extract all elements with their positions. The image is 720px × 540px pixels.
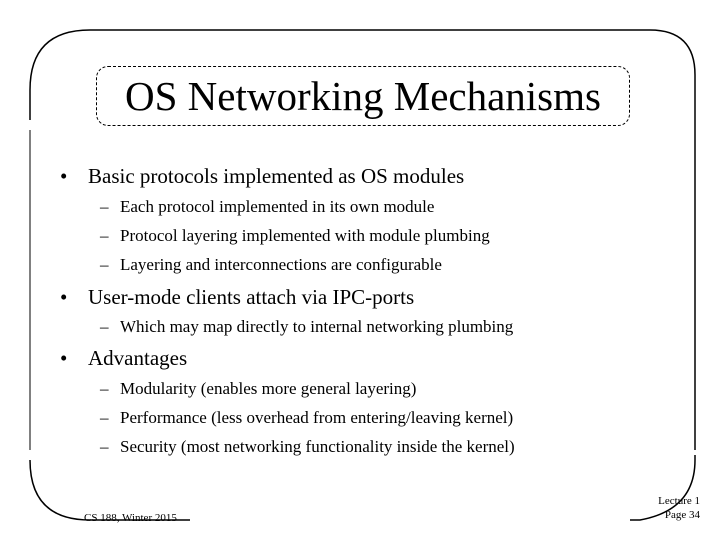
sub-bullet-text: Protocol layering implemented with module plumbing bbox=[120, 226, 490, 245]
sub-bullet-symbol: – bbox=[100, 408, 109, 427]
footer-page-info bbox=[652, 494, 700, 522]
bullet-1 bbox=[60, 164, 464, 189]
bullet-2 bbox=[60, 285, 414, 310]
footer-page-number: Page 34 bbox=[664, 509, 700, 521]
sub-bullet-text: Modularity (enables more general layering) bbox=[120, 379, 417, 398]
bullet-text: Basic protocols implemented as OS modules bbox=[88, 164, 465, 188]
sub-bullet-symbol: – bbox=[100, 379, 109, 398]
bullet-text: User-mode clients attach via IPC-ports bbox=[88, 285, 415, 309]
bullet-symbol: • bbox=[60, 346, 68, 370]
sub-bullet-1-2 bbox=[100, 226, 490, 246]
sub-bullet-text: Performance (less overhead from entering/leaving kernel) bbox=[120, 408, 514, 427]
slide-title: OS Networking Mechanisms bbox=[124, 72, 601, 119]
sub-bullet-symbol: – bbox=[100, 226, 109, 245]
footer-course: CS 188, Winter 2015 bbox=[84, 512, 177, 524]
sub-bullet-text: Layering and interconnections are configurable bbox=[120, 255, 442, 274]
footer-lecture: Lecture 1 bbox=[658, 495, 700, 507]
sub-bullet-text: Each protocol implemented in its own module bbox=[120, 197, 435, 216]
bullet-symbol: • bbox=[60, 164, 68, 188]
sub-bullet-text: Security (most networking functionality inside the kernel) bbox=[120, 437, 515, 456]
sub-bullet-symbol: – bbox=[100, 197, 109, 216]
sub-bullet-1-1 bbox=[100, 197, 434, 217]
bullet-text: Advantages bbox=[88, 346, 188, 370]
sub-bullet-2-1 bbox=[100, 317, 513, 337]
bullet-3 bbox=[60, 346, 187, 371]
sub-bullet-text: Which may map directly to internal networking plumbing bbox=[120, 317, 514, 336]
sub-bullet-3-3 bbox=[100, 437, 515, 457]
bullet-symbol: • bbox=[60, 285, 68, 309]
sub-bullet-symbol: – bbox=[100, 255, 109, 274]
sub-bullet-3-2 bbox=[100, 408, 513, 428]
sub-bullet-3-1 bbox=[100, 379, 416, 399]
sub-bullet-symbol: – bbox=[100, 437, 109, 456]
sub-bullet-1-3 bbox=[100, 255, 442, 275]
sub-bullet-symbol: – bbox=[100, 317, 109, 336]
